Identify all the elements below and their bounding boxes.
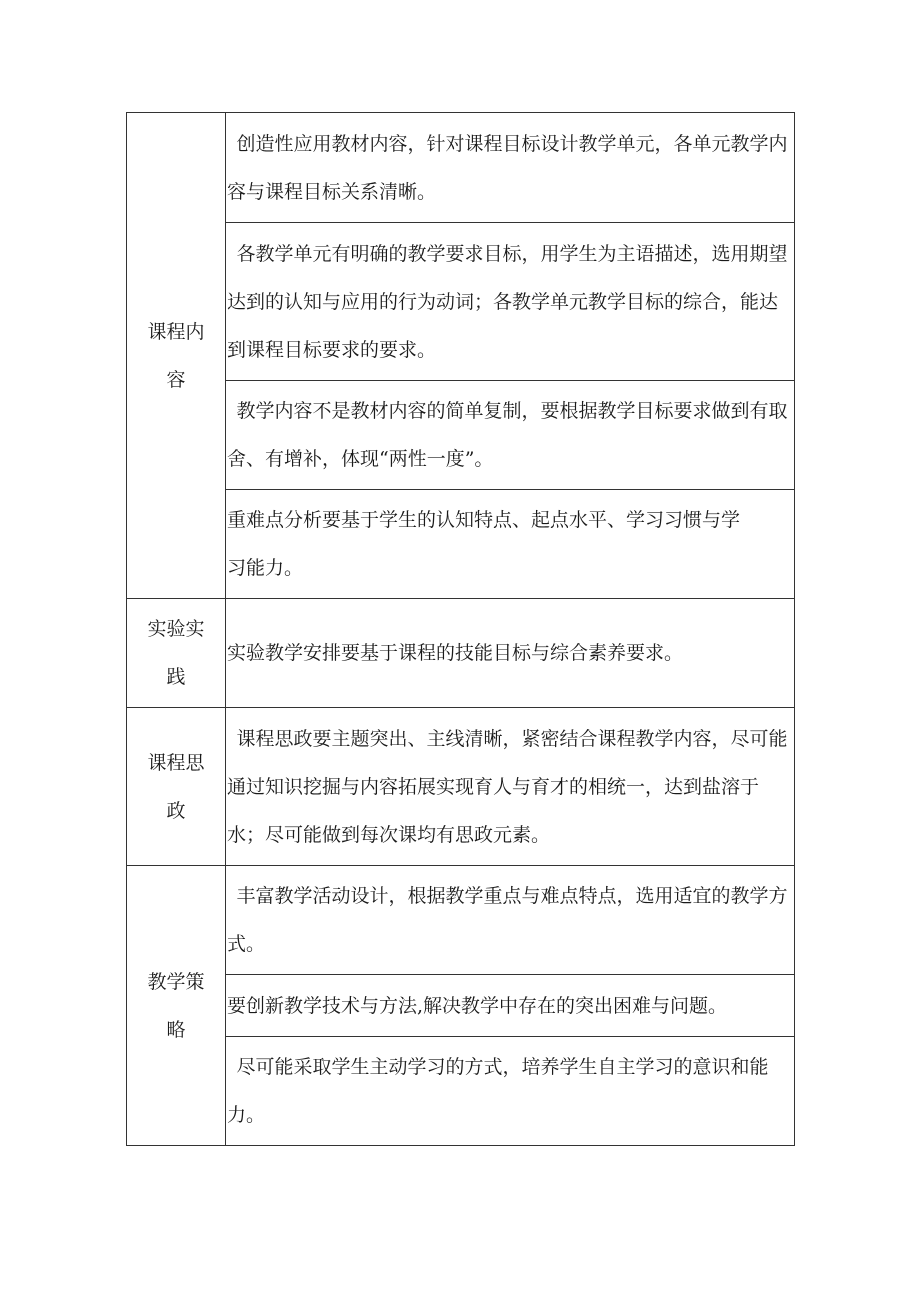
category-cell-experiment-practice — [127, 599, 226, 708]
table-row — [127, 708, 795, 866]
criteria-table — [126, 112, 795, 1146]
criterion-cell — [226, 708, 795, 866]
criterion-text: 创造性应用教材内容，针对课程目标设计教学单元，各单元教学内容与课程目标关系清晰。 — [227, 132, 788, 203]
criterion-cell — [226, 113, 795, 223]
criterion-cell — [226, 381, 795, 490]
category-label: 教学策略 — [147, 970, 205, 1041]
table-row — [127, 866, 795, 975]
table-row — [127, 381, 795, 490]
criterion-text: 丰富教学活动设计，根据教学重点与难点特点，选用适宜的教学方式。 — [227, 885, 788, 955]
category-cell-course-content — [127, 113, 226, 599]
table-row — [127, 599, 795, 708]
category-label: 课程内容 — [147, 320, 205, 391]
criterion-text: 教学内容不是教材内容的简单复制，要根据教学目标要求做到有取舍、有增补，体现“两性一度”。 — [227, 400, 788, 470]
category-label: 课程思政 — [147, 751, 205, 822]
category-cell-teaching-strategy — [127, 866, 226, 1146]
category-cell-ideological — [127, 708, 226, 866]
criterion-text: 课程思政要主题突出、主线清晰，紧密结合课程教学内容，尽可能通过知识挖掘与内容拓展实现育人与育才的相统一，达到盐溶于水；尽可能做到每次课均有思政元素。 — [227, 727, 788, 846]
criterion-cell — [226, 599, 795, 708]
criterion-text: 重难点分析要基于学生的认知特点、起点水平、学习习惯与学习能力。 — [227, 509, 741, 579]
criterion-text: 各教学单元有明确的教学要求目标，用学生为主语描述，选用期望达到的认知与应用的行为动词；各教学单元教学目标的综合，能达到课程目标要求的要求。 — [227, 242, 788, 361]
table-row — [127, 223, 795, 381]
criterion-text: 实验教学安排要基于课程的技能目标与综合素养要求。 — [227, 642, 684, 664]
criterion-text: 尽可能采取学生主动学习的方式，培养学生自主学习的意识和能力。 — [227, 1056, 769, 1126]
table-row — [127, 975, 795, 1037]
criterion-text: 要创新教学技术与方法,解决教学中存在的突出困难与问题。 — [227, 994, 728, 1017]
table-row — [127, 1037, 795, 1146]
table-row — [127, 490, 795, 599]
category-label: 实验实践 — [147, 618, 205, 688]
criterion-cell — [226, 975, 795, 1037]
criterion-cell — [226, 223, 795, 381]
table-row — [127, 113, 795, 223]
criterion-cell — [226, 490, 795, 599]
criterion-cell — [226, 866, 795, 975]
criterion-cell — [226, 1037, 795, 1146]
